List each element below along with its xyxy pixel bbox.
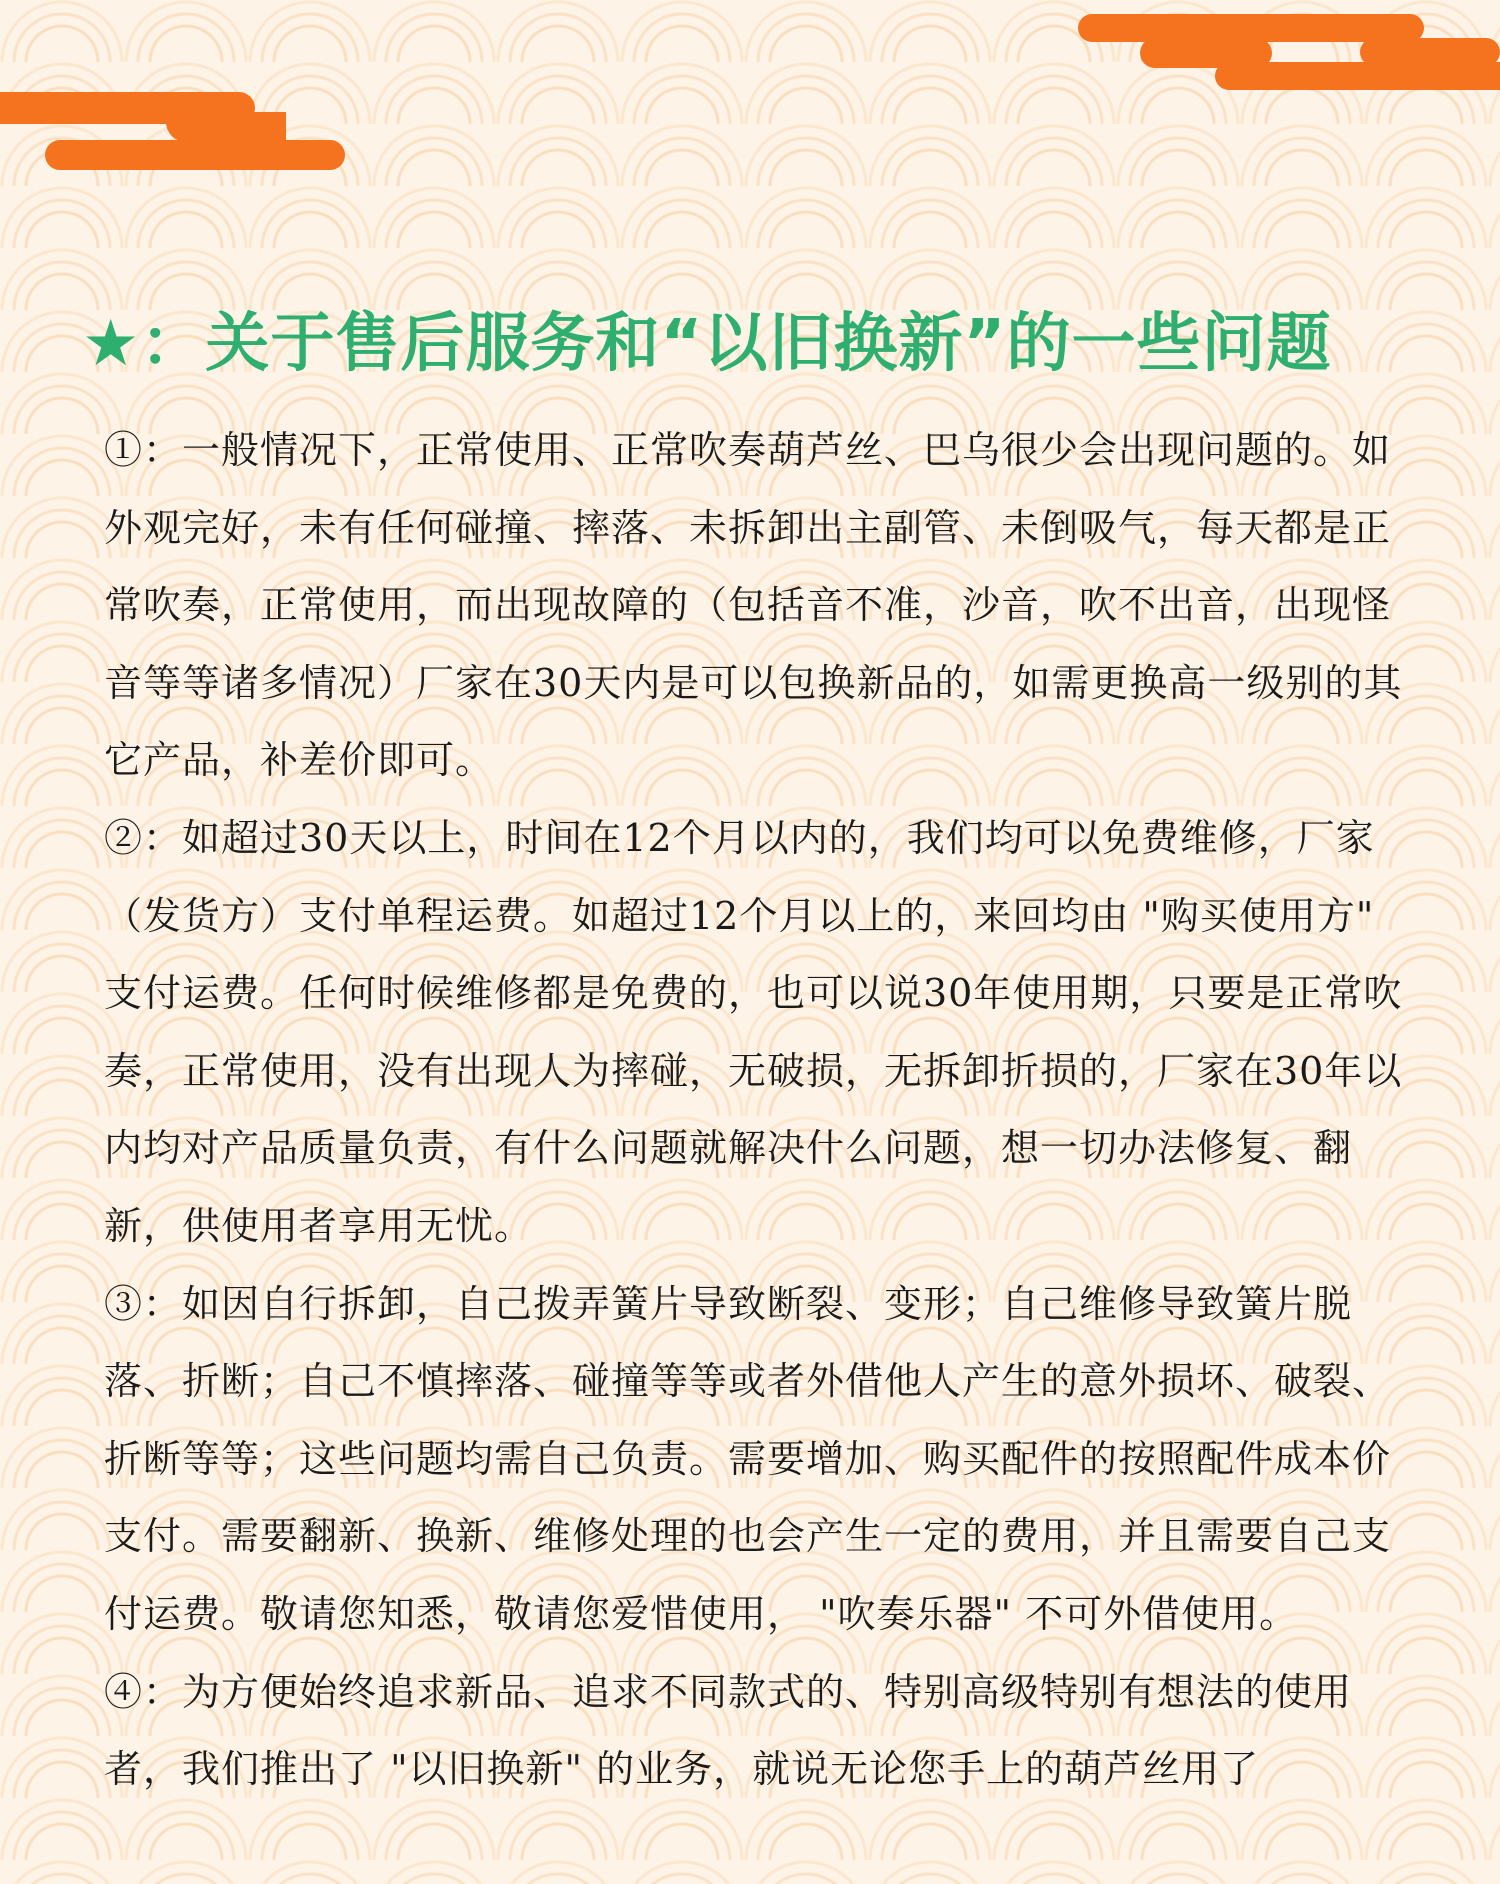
policy-item-2: ②：如超过30天以上，时间在12个月以内的，我们均可以免费维修，厂家（发货方）支付单程运费。如超过12个月以上的，来回均由 "购买使用方" 支付运费。任何时候维修都是免费的，也可以说30年使用期，只要是正常吹奏，正常使用，没有出现人为摔碰，无破损，无拆卸折损的，厂家在30年以内均对产品质量负责，有什么问题就解决什么问题，想一切办法修复、翻新，供使用者享用无忧。 (104, 815, 1403, 1248)
heading-text: ：关于售后服务和“以旧换新”的一些问题 (140, 307, 1332, 381)
service-policy-text (104, 412, 1414, 1809)
cloud-bar (1215, 62, 1500, 90)
cloud-bar (45, 140, 345, 170)
section-heading (82, 296, 1482, 392)
cloud-bar (166, 112, 286, 142)
policy-item-1: ①：一般情况下，正常使用、正常吹奏葫芦丝、巴乌很少会出现问题的。如外观完好，未有任何碰撞、摔落、未拆卸出主副管、未倒吸气，每天都是正常吹奏，正常使用，而出现故障的（包括音不准，沙音，吹不出音，出现怪音等等诸多情况）厂家在30天内是可以包换新品的，如需更换高一级别的其它产品，补差价即可。 (104, 428, 1403, 783)
cloud-bar (1360, 38, 1500, 66)
policy-item-4: ④：为方便始终追求新品、追求不同款式的、特别高级特别有想法的使用者，我们推出了 "以旧换新" 的业务，就说无论您手上的葫芦丝用了 (104, 1669, 1353, 1792)
star-icon: ★ (82, 307, 141, 381)
policy-item-3: ③：如因自行拆卸，自己拨弄簧片导致断裂、变形；自己维修导致簧片脱落、折断；自己不慎摔落、碰撞等等或者外借他人产生的意外损坏、破裂、折断等等；这些问题均需自己负责。需要增加、购买配件的按照配件成本价支付。需要翻新、换新、维修处理的也会产生一定的费用，并且需要自己支付运费。敬请您知悉，敬请您爱惜使用， "吹奏乐器" 不可外借使用。 (104, 1281, 1392, 1636)
